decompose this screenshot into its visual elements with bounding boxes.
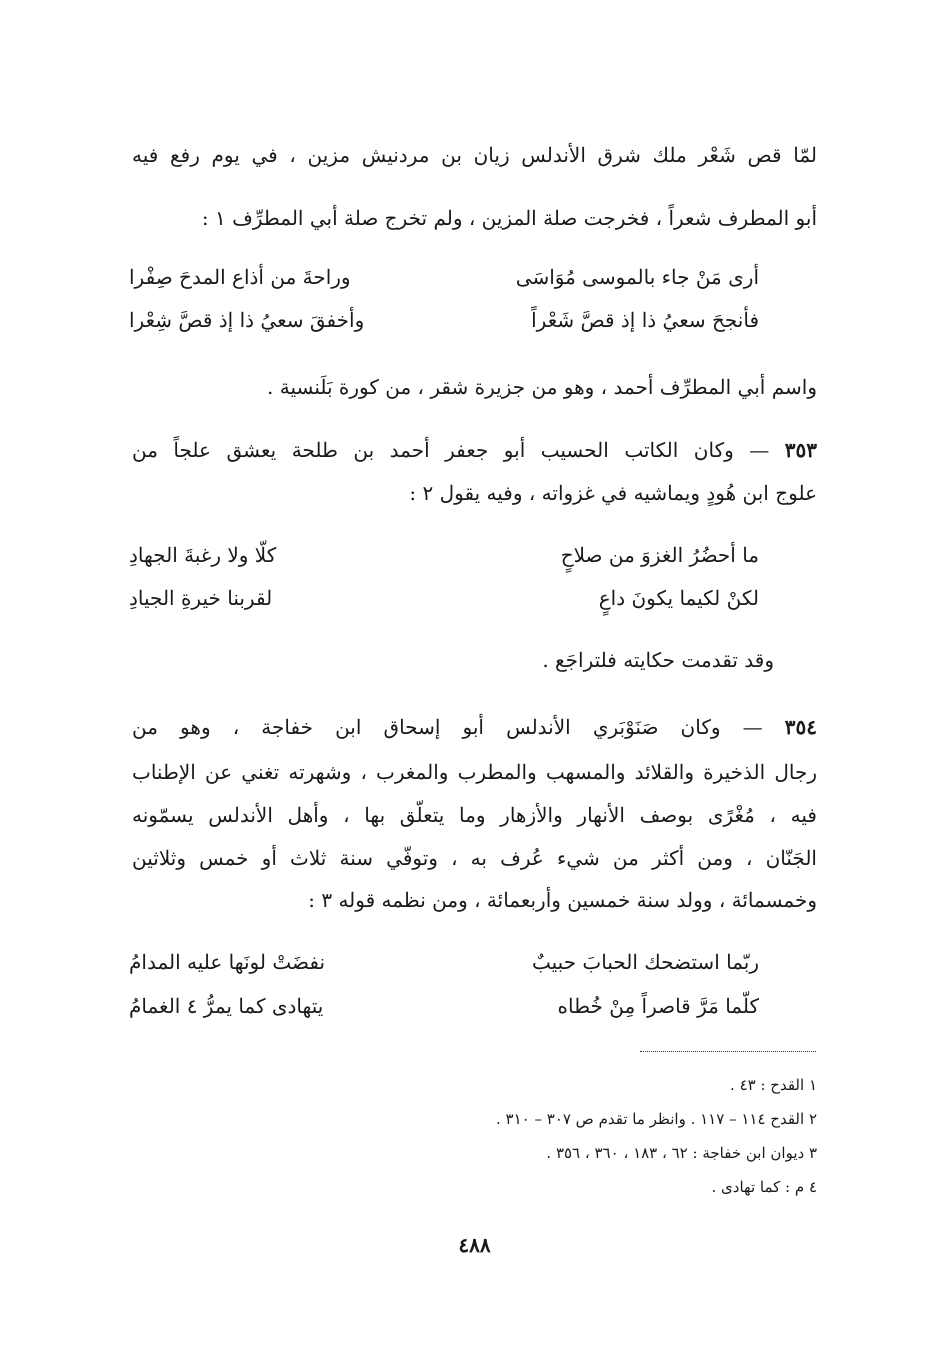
footnote: ٣ ديوان ابن خفاجة : ٦٢ ، ١٨٣ ، ٣٦٠ ، ٣٥٦ . [546, 1144, 817, 1162]
verse-hemistich: كلّا ولا رغبةَ الجهادِ [129, 543, 277, 567]
verse-hemistich: فأنجحَ سعيُ ذا إذ قصَّ شَعْراً [531, 308, 759, 332]
entry-text: — وكان صَنَوْبَري الأندلس أبو إسحاق ابن خفاجة ، وهو من [132, 715, 763, 739]
verse-hemistich: ربّما استضحك الحبابَ حبيبٌ [531, 950, 759, 974]
page-number: ٤٨٨ [458, 1233, 491, 1257]
text-line: أبو المطرف شعراً ، فخرجت صلة المزين ، ولم تخرج صلة أبي المطرِّف ١ : [201, 206, 817, 230]
text-line [132, 435, 817, 465]
verse-hemistich: ما أحضُرُ الغزوَ من صلاحٍ [560, 543, 759, 567]
entry-number: ٣٥٣ [784, 438, 817, 462]
entry-number: ٣٥٤ [784, 715, 817, 739]
text-line: لمّا قص شَعْر ملك شرق الأندلس زيان بن مردنيش مزين ، في يوم رفع فيه [132, 143, 817, 167]
verse-hemistich: أرى مَنْ جاء بالموسى مُوَاسَى [515, 265, 759, 289]
footnote-separator [640, 1051, 816, 1052]
verse-hemistich: لكنْ لكيما يكونَ داعٍ [598, 586, 759, 610]
entry-text: — وكان الكاتب الحسيب أبو جعفر أحمد بن طلحة يعشق علجاً من [132, 438, 770, 462]
text-line: وقد تقدمت حكايته فلتراجَع . [542, 648, 774, 672]
text-line: رجال الذخيرة والقلائد والمسهب والمطرب والمغرب ، وشهرته تغني عن الإطناب [132, 760, 817, 784]
text-line: وخمسمائة ، وولد سنة خمسين وأربعمائة ، ومن نظمه قوله ٣ : [308, 888, 817, 912]
text-line: الجَنّان ، ومن أكثر من شيء عُرف به ، وتوفّي سنة ثلاث أو خمس وثلاثين [132, 846, 817, 870]
verse-hemistich: وأخفقَ سعيُ ذا إذ قصَّ شِعْرا [129, 308, 365, 332]
footnote: ١ القدح : ٤٣ . [730, 1076, 817, 1094]
verse-hemistich: نفضَتْ لونَها عليه المدامُ [129, 950, 326, 974]
verse-hemistich: لقربنا خيرةِ الجيادِ [129, 586, 273, 610]
verse-hemistich: وراحةَ من أذاع المدحَ صِفْرا [129, 265, 351, 289]
text-line: علوج ابن هُودٍ ويماشيه في غزواته ، وفيه يقول ٢ : [409, 481, 817, 505]
verse-hemistich: كلّما مَرَّ قاصراً مِنْ خُطاه [557, 994, 759, 1018]
text-line [132, 712, 817, 742]
text-line: فيه ، مُغْرًى بوصف الأنهار والأزهار وما يتعلّق بها ، وأهل الأندلس يسمّونه [132, 803, 817, 827]
footnote: ٤ م : كما تهادى . [711, 1178, 817, 1196]
footnote: ٢ القدح ١١٤ – ١١٧ . وانظر ما تقدم ص ٣٠٧ – ٣١٠ . [495, 1110, 817, 1128]
text-line: واسم أبي المطرِّف أحمد ، وهو من جزيرة شقر ، من كورة بَلَنسية . [267, 375, 817, 399]
verse-hemistich: يتهادى كما يمرُّ ٤ الغمامُ [129, 994, 324, 1018]
